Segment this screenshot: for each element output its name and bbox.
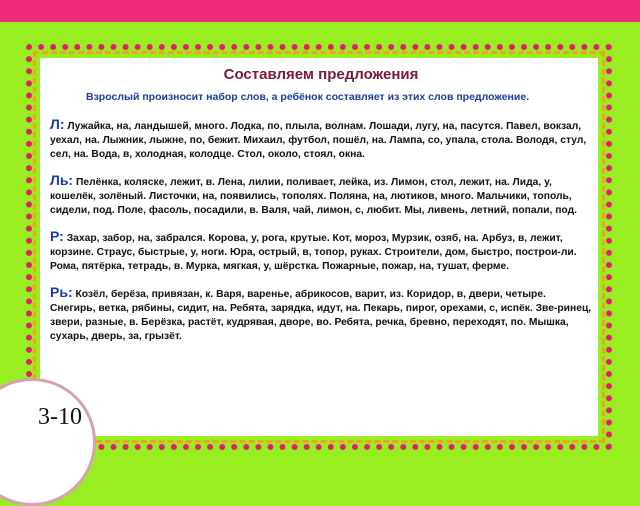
page-subtitle: Взрослый произносит набор слов, а ребёнок составляет из этих слов предложение.	[86, 91, 530, 103]
section-letter: Рь:	[50, 284, 73, 300]
page-title: Составляем предложения	[223, 66, 419, 83]
section-text: Пелёнка, коляске, лежит, в. Лена, лилии, поливает, лейка, из. Лимон, стол, лежит, на. Лида, у, кошелёк, золёный. Листочки, на, появились, тополях. Поляна, на, лютиков, много. Мальчики, тополь, сидели, под. Поле, фасоль, посадили, в. Валя, чай, лимон, с, любит. Мы, ливень, летний, попали, под.	[50, 177, 577, 216]
section-letter: Ль:	[50, 172, 74, 188]
top-band	[0, 0, 640, 22]
section-letter: Р:	[50, 228, 64, 244]
section-l-soft	[50, 173, 592, 218]
page-number: 3-10	[38, 404, 82, 430]
section-text: Козёл, берёза, привязан, к. Варя, варенье, абрикосов, варит, из. Коридор, в, двери, четыре. Снегирь, ветка, рябины, сидит, на. Ребята, зарядка, идут, на. Пекарь, пирог, орехами, с, испёк. Зве-ринец, звери, разные, в. Берёзка, растёт, кудрявая, дворе, во. Ребята, речка, бревно, переходят, по. Мышка, сухарь, дверь, за, грызёт.	[50, 289, 592, 342]
section-r-soft	[50, 285, 592, 344]
section-letter: Л:	[50, 116, 65, 132]
section-text: Захар, забор, на, забрался. Корова, у, рога, крутые. Кот, мороз, Мурзик, озяб, на. Арбуз, в, лежит, корзине. Страус, быстрые, у, ноги. Юра, острый, в, топор, руках. Строители, дом, быстро, построи-ли. Рома, пятёрка, тетрадь, в. Мурка, мягкая, у, шёрстка. Пожарные, пожар, на, тушат, ферме.	[50, 233, 577, 272]
section-text: Лужайка, на, ландышей, много. Лодка, по, плыла, волнам. Лошади, лугу, на, пасутся. Павел, вокзал, уехал, на. Лыжник, лыжне, по, бежит. Михаил, футбол, пошёл, на. Лампа, со, упала, стола. Володя, стул, сел, на. Вода, в, холодная, колодце. Стол, около, стоял, окна.	[50, 121, 587, 160]
section-l	[50, 117, 592, 162]
content-card	[40, 58, 598, 436]
section-r	[50, 229, 592, 274]
